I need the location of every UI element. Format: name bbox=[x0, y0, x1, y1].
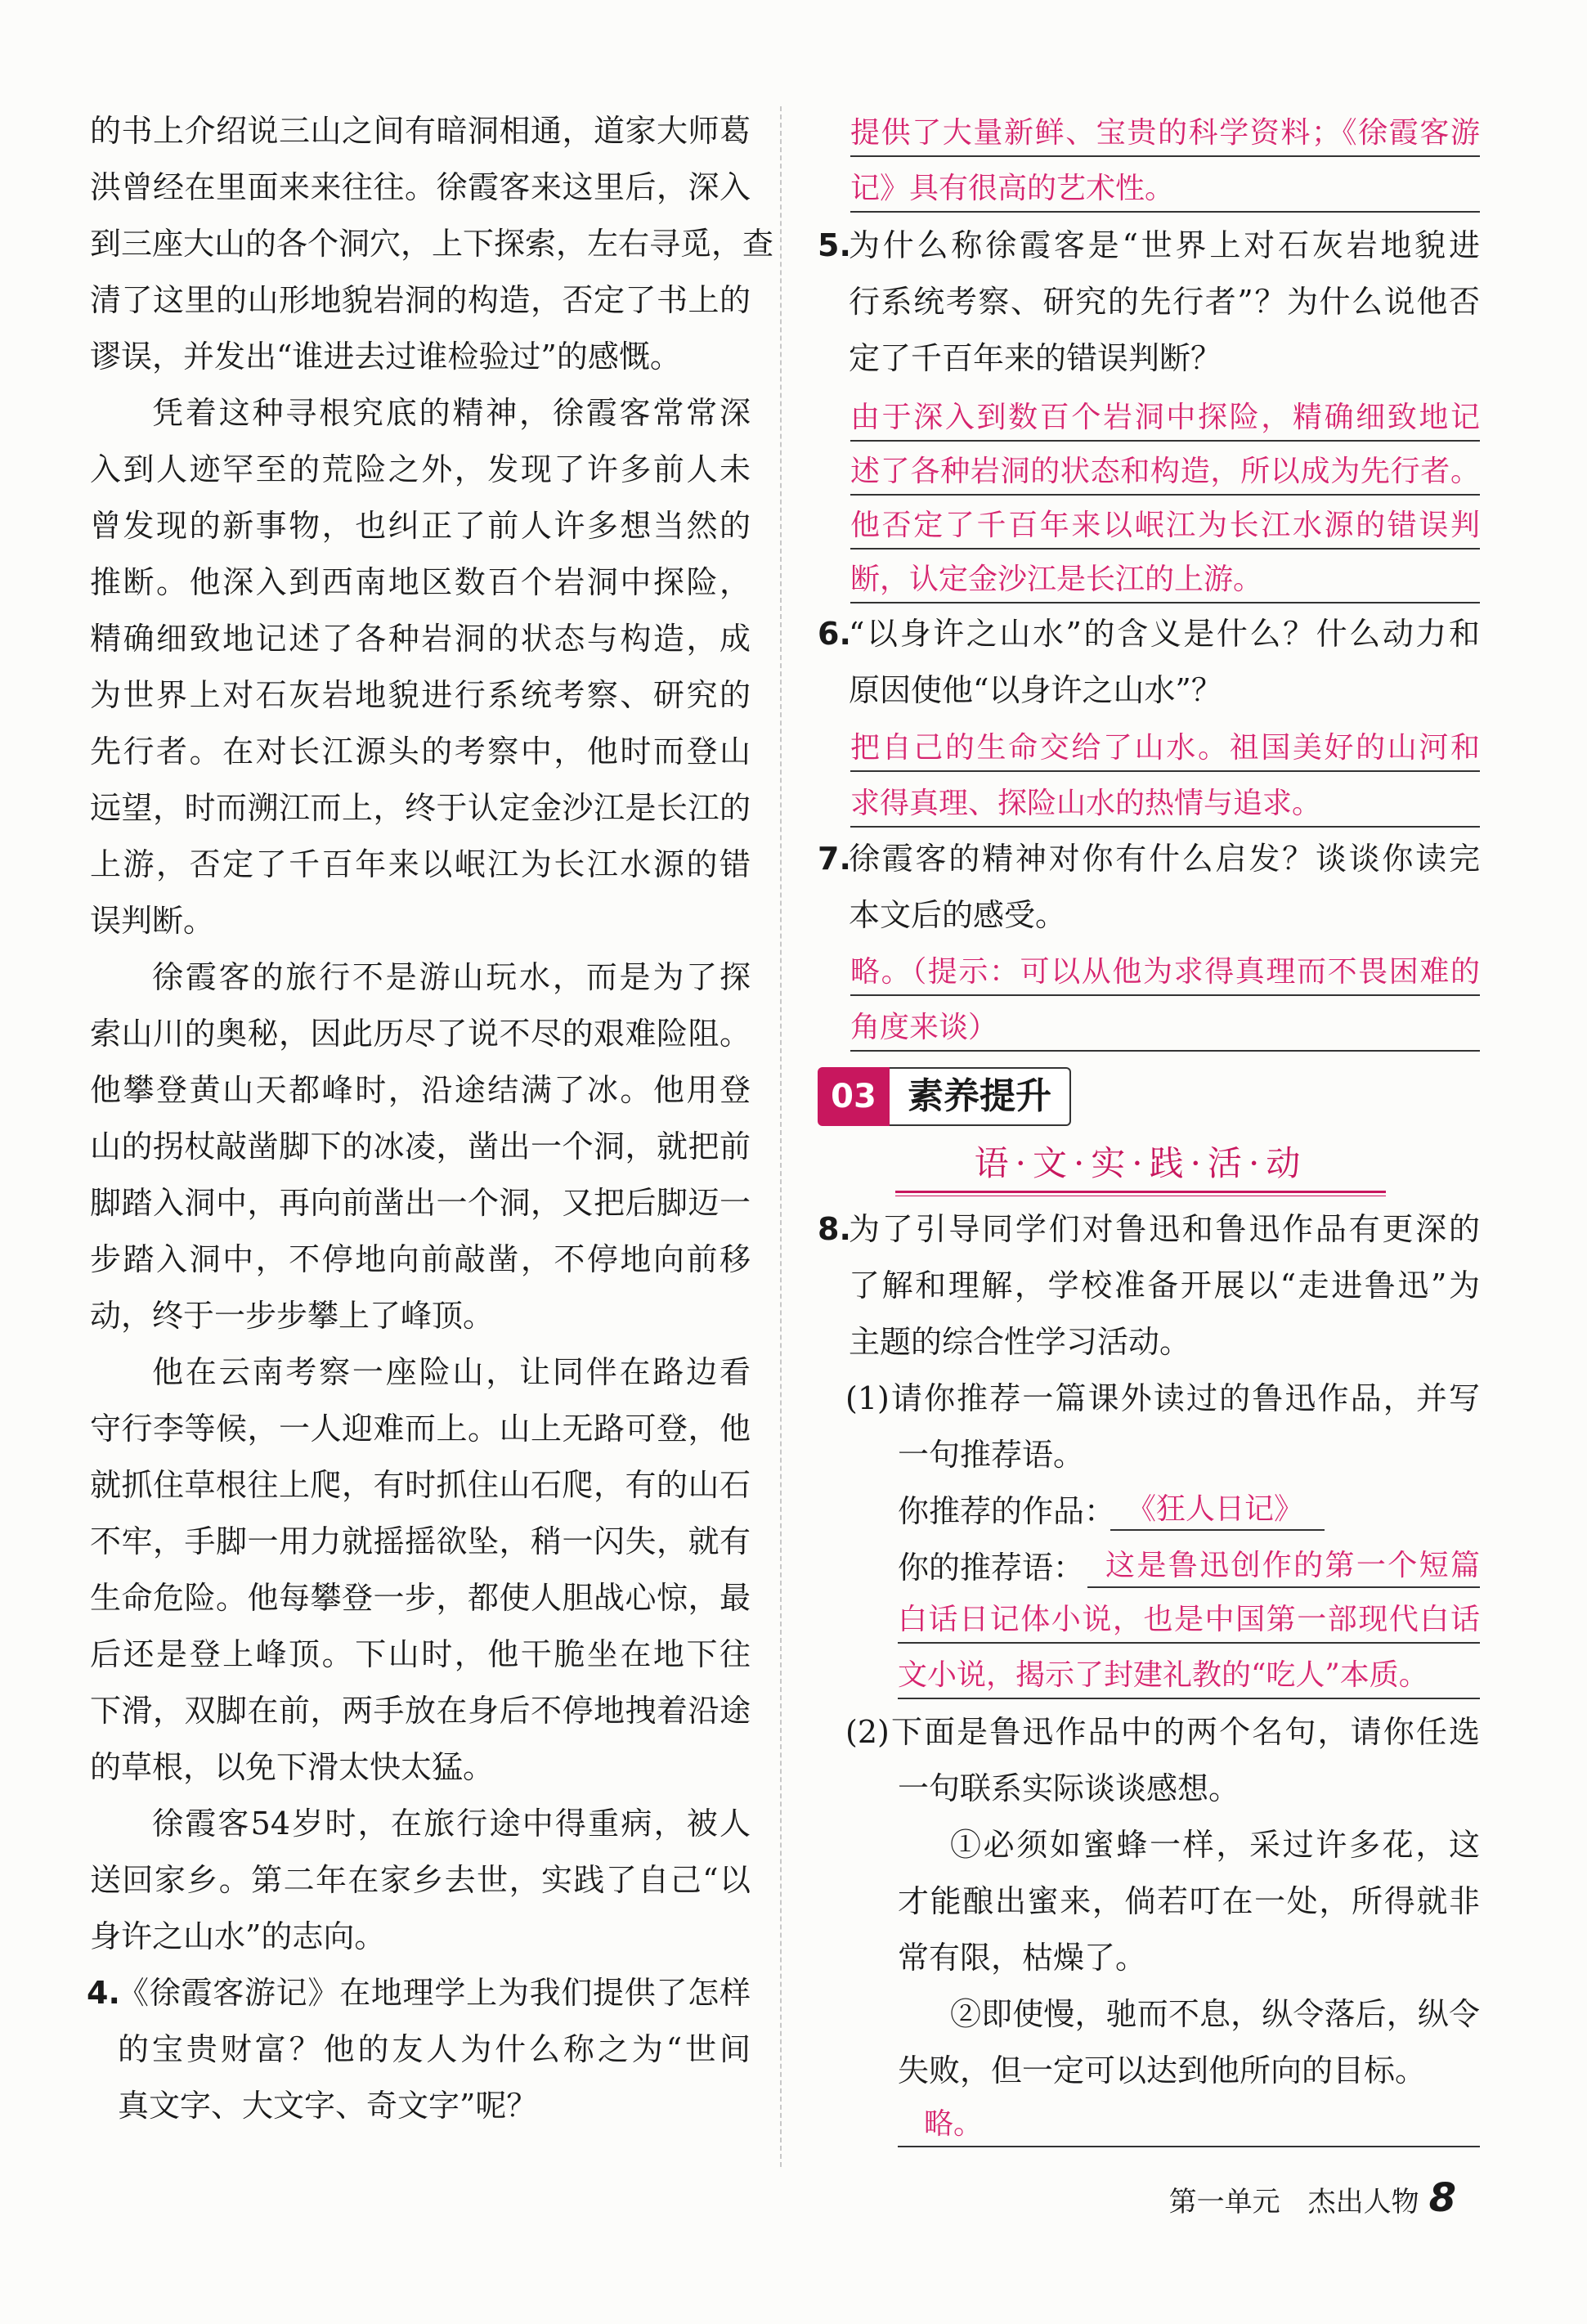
passage-line: 上游，否定了千百年来以岷江为长江水源的错 bbox=[90, 846, 751, 882]
quote-1: 常有限，枯燥了。 bbox=[898, 1940, 1147, 1976]
question-4-answer: 提供了大量新鲜、宝贵的科学资料；《徐霞客游 bbox=[850, 116, 1480, 150]
passage-line: 生命危险。他每攀登一步，都使人胆战心惊，最 bbox=[90, 1580, 751, 1616]
recommendation-answer: 白话日记体小说，也是中国第一部现代白话 bbox=[898, 1603, 1480, 1636]
passage-line: 送回家乡。第二年在家乡去世，实践了自己“以 bbox=[90, 1862, 751, 1898]
question-8-part-1: 一句推荐语。 bbox=[898, 1437, 1085, 1473]
answer-underline bbox=[850, 826, 1480, 828]
question-7-text: 本文后的感受。 bbox=[849, 897, 1067, 933]
passage-line: 到三座大山的各个洞穴，上下探索，左右寻觅，查 bbox=[90, 226, 774, 262]
passage-line: 不牢，手脚一用力就摇摇欲坠，稍一闪失，就有 bbox=[90, 1523, 751, 1559]
page-footer bbox=[1169, 2175, 1456, 2221]
recommendation-answer: 文小说，揭示了封建礼教的“吃人”本质。 bbox=[898, 1658, 1428, 1692]
passage-line: 曾发现的新事物，也纠正了前人许多想当然的 bbox=[90, 508, 751, 544]
answer-underline bbox=[850, 155, 1480, 157]
answer-underline bbox=[850, 548, 1480, 550]
answer-underline bbox=[850, 211, 1480, 213]
passage-line: 后还是登上峰顶。下山时，他干脆坐在地下往 bbox=[90, 1636, 751, 1672]
passage-line: 的书上介绍说三山之间有暗洞相通，道家大师葛 bbox=[90, 113, 751, 149]
answer-underline bbox=[898, 2146, 1480, 2147]
answer-underline bbox=[850, 494, 1480, 496]
question-4-text: 真文字、大文字、奇文字”呢？ bbox=[118, 2088, 538, 2124]
quote-1: ①必须如蜜蜂一样，采过许多花，这 bbox=[950, 1827, 1480, 1863]
passage-line: 索山川的奥秘，因此历尽了说不尽的艰难险阻。 bbox=[90, 1016, 751, 1052]
question-6-text: “以身许之山水”的含义是什么？什么动力和 bbox=[849, 616, 1480, 652]
question-8-part-1: (1)请你推荐一篇课外读过的鲁迅作品，并写 bbox=[845, 1380, 1480, 1416]
passage-line: 谬误，并发出“谁进去过谁检验过”的感慨。 bbox=[90, 339, 681, 375]
answer-underline bbox=[850, 440, 1480, 442]
question-7-text: 徐霞客的精神对你有什么启发？谈谈你读完 bbox=[849, 841, 1480, 877]
question-5-number: 5. bbox=[818, 227, 851, 263]
passage-line: 清了这里的山形地貌岩洞的构造，否定了书上的 bbox=[90, 282, 751, 318]
question-4-answer: 记》具有很高的艺术性。 bbox=[850, 172, 1175, 205]
question-4-number: 4. bbox=[87, 1975, 120, 2011]
passage-line: 远望，时而溯江而上，终于认定金沙江是长江的 bbox=[90, 790, 751, 826]
passage-line: 动，终于一步步攀上了峰顶。 bbox=[90, 1298, 495, 1334]
answer-underline bbox=[1110, 1529, 1325, 1531]
question-4-text: 《徐霞客游记》在地理学上为我们提供了怎样 bbox=[118, 1975, 751, 2011]
passage-line: 就抓住草根往上爬，有时抓住山石爬，有的山石 bbox=[90, 1467, 751, 1503]
column-divider bbox=[780, 106, 782, 2167]
passage-line: 步踏入洞中，不停地向前敲凿，不停地向前移 bbox=[90, 1241, 751, 1277]
recommended-work-label: 你推荐的作品： bbox=[898, 1493, 1116, 1529]
question-5-answer: 他否定了千百年来以岷江为长江水源的错误判 bbox=[850, 509, 1480, 542]
page-number: 8 bbox=[1428, 2175, 1456, 2221]
question-4-text: 的宝贵财富？他的友人为什么称之为“世间 bbox=[118, 2031, 751, 2067]
question-6-answer: 把自己的生命交给了山水。祖国美好的山河和 bbox=[850, 731, 1480, 765]
passage-line: 洪曾经在里面来来往往。徐霞客来这里后，深入 bbox=[90, 169, 751, 205]
question-8-number: 8. bbox=[818, 1211, 851, 1247]
quote-2: 失败，但一定可以达到他所向的目标。 bbox=[898, 2053, 1427, 2088]
question-8-part-2-answer: 略。 bbox=[924, 2107, 984, 2141]
question-7-number: 7. bbox=[818, 841, 851, 877]
question-8-part-2: 一句联系实际谈谈感想。 bbox=[898, 1770, 1240, 1806]
unit-title: 第一单元 杰出人物 bbox=[1168, 2186, 1419, 2219]
answer-underline bbox=[898, 1642, 1480, 1644]
recommended-work-answer: 《狂人日记》 bbox=[1127, 1492, 1304, 1526]
recommendation-answer: 这是鲁迅创作的第一个短篇 bbox=[1105, 1549, 1480, 1582]
passage-line: 为世界上对石灰岩地貌进行系统考察、研究的 bbox=[90, 677, 751, 713]
practice-title: 语·文·实·践·活·动 bbox=[974, 1143, 1307, 1183]
passage-line: 他攀登黄山天都峰时，沿途结满了冰。他用登 bbox=[90, 1072, 751, 1108]
passage-line: 他在云南考察一座险山，让同伴在路边看 bbox=[152, 1354, 751, 1390]
section-badge-number: 03 bbox=[818, 1067, 890, 1126]
question-8-part-2: (2)下面是鲁迅作品中的两个名句，请你任选 bbox=[845, 1714, 1480, 1750]
question-7-answer: 角度来谈） bbox=[850, 1011, 998, 1044]
quote-2: ②即使慢，驰而不息，纵令落后，纵令 bbox=[950, 1996, 1480, 2032]
answer-underline bbox=[850, 994, 1480, 996]
passage-line: 脚踏入洞中，再向前凿出一个洞，又把后脚迈一 bbox=[90, 1185, 751, 1221]
question-8-text: 主题的综合性学习活动。 bbox=[849, 1324, 1191, 1360]
answer-underline bbox=[850, 1050, 1480, 1052]
section-badge-label: 素养提升 bbox=[890, 1067, 1071, 1126]
question-5-text: 定了千百年来的错误判断？ bbox=[849, 340, 1222, 376]
passage-line: 下滑，双脚在前，两手放在身后不停地拽着沿途 bbox=[90, 1693, 751, 1729]
question-5-answer: 由于深入到数百个岩洞中探险，精确细致地记 bbox=[850, 401, 1480, 434]
answer-underline bbox=[1087, 1586, 1480, 1588]
passage-line: 先行者。在对长江源头的考察中，他时而登山 bbox=[90, 734, 751, 769]
answer-underline bbox=[898, 1698, 1480, 1699]
question-6-text: 原因使他“以身许之山水”？ bbox=[849, 672, 1222, 708]
practice-title-underline bbox=[895, 1191, 1386, 1193]
quote-1: 才能酿出蜜来，倘若叮在一处，所得就非 bbox=[898, 1883, 1480, 1919]
passage-line: 精确细致地记述了各种岩洞的状态与构造，成 bbox=[90, 621, 751, 657]
question-8-text: 了解和理解，学校准备开展以“走进鲁迅”为 bbox=[849, 1267, 1480, 1303]
question-6-number: 6. bbox=[818, 616, 851, 652]
question-6-answer: 求得真理、探险山水的热情与追求。 bbox=[850, 787, 1322, 820]
question-8-text: 为了引导同学们对鲁迅和鲁迅作品有更深的 bbox=[849, 1211, 1480, 1247]
recommendation-label: 你的推荐语： bbox=[898, 1550, 1085, 1586]
passage-line: 山的拐杖敲凿脚下的冰凌，凿出一个洞，就把前 bbox=[90, 1128, 751, 1164]
question-5-text: 为什么称徐霞客是“世界上对石灰岩地貌进 bbox=[849, 227, 1480, 263]
passage-line: 守行李等候，一人迎难而上。山上无路可登，他 bbox=[90, 1411, 751, 1447]
passage-line: 身许之山水”的志向。 bbox=[90, 1918, 386, 1954]
passage-line: 的草根，以免下滑太快太猛。 bbox=[90, 1749, 495, 1785]
passage-line: 徐霞客的旅行不是游山玩水，而是为了探 bbox=[152, 959, 751, 995]
passage-line: 入到人迹罕至的荒险之外，发现了许多前人未 bbox=[90, 451, 751, 487]
passage-line: 凭着这种寻根究底的精神，徐霞客常常深 bbox=[152, 395, 751, 431]
passage-line: 徐霞客54岁时，在旅行途中得重病，被人 bbox=[152, 1806, 751, 1842]
question-5-answer: 述了各种岩洞的状态和构造，所以成为先行者。 bbox=[850, 455, 1480, 488]
answer-underline bbox=[850, 602, 1480, 603]
passage-line: 误判断。 bbox=[90, 903, 215, 939]
passage-line: 推断。他深入到西南地区数百个岩洞中探险， bbox=[90, 564, 751, 600]
question-5-answer: 断，认定金沙江是长江的上游。 bbox=[850, 563, 1263, 596]
question-5-text: 行系统考察、研究的先行者”？为什么说他否 bbox=[849, 284, 1480, 320]
answer-underline bbox=[850, 770, 1480, 772]
question-7-answer: 略。（提示：可以从他为求得真理而不畏困难的 bbox=[850, 955, 1480, 989]
